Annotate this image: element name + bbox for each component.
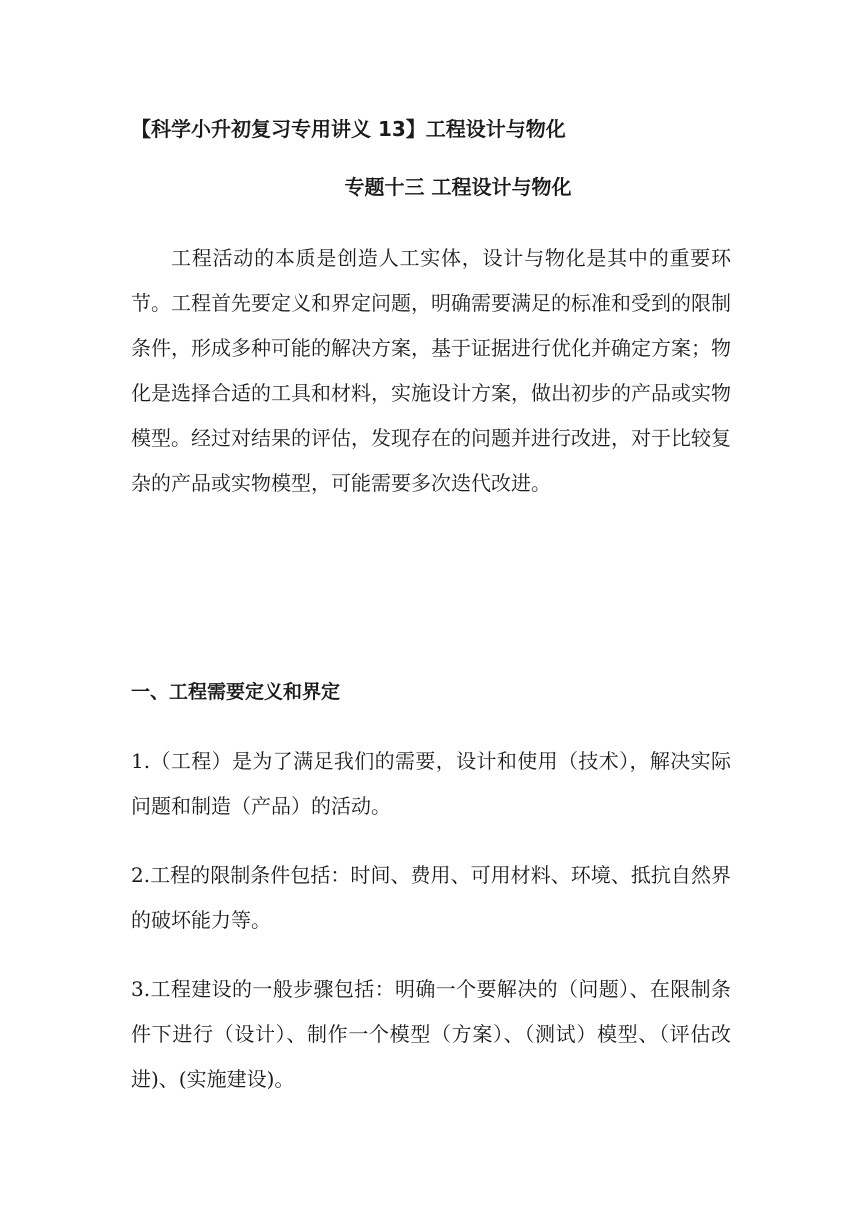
document-title: 【科学小升初复习专用讲义 13】工程设计与物化 [131, 117, 566, 141]
section-heading: 一、工程需要定义和界定 [131, 681, 341, 703]
list-item: 2.工程的限制条件包括：时间、费用、可用材料、环境、抵抗自然界的破坏能力等。 [131, 863, 731, 932]
document-subtitle: 专题十三 工程设计与物化 [344, 175, 572, 199]
intro-paragraph: 工程活动的本质是创造人工实体，设计与物化是其中的重要环节。工程首先要定义和界定问题，明确需要满足的标准和受到的限制条件，形成多种可能的解决方案，基于证据进行优化并确定方案；物化是选择合适的工具和材料，实施设计方案，做出初步的产品或实物模型。经过对结果的评估，发现存在的问题并进行改进，对于比较复杂的产品或实物模型，可能需要多次迭代改进。 [131, 246, 731, 495]
list-item: 1.（工程）是为了满足我们的需要，设计和使用（技术），解决实际问题和制造（产品）的活动。 [131, 749, 731, 818]
list-item: 3.工程建设的一般步骤包括：明确一个要解决的（问题）、在限制条件下进行（设计）、制作一个模型（方案）、（测试）模型、（评估改进)、(实施建设)。 [131, 977, 731, 1091]
